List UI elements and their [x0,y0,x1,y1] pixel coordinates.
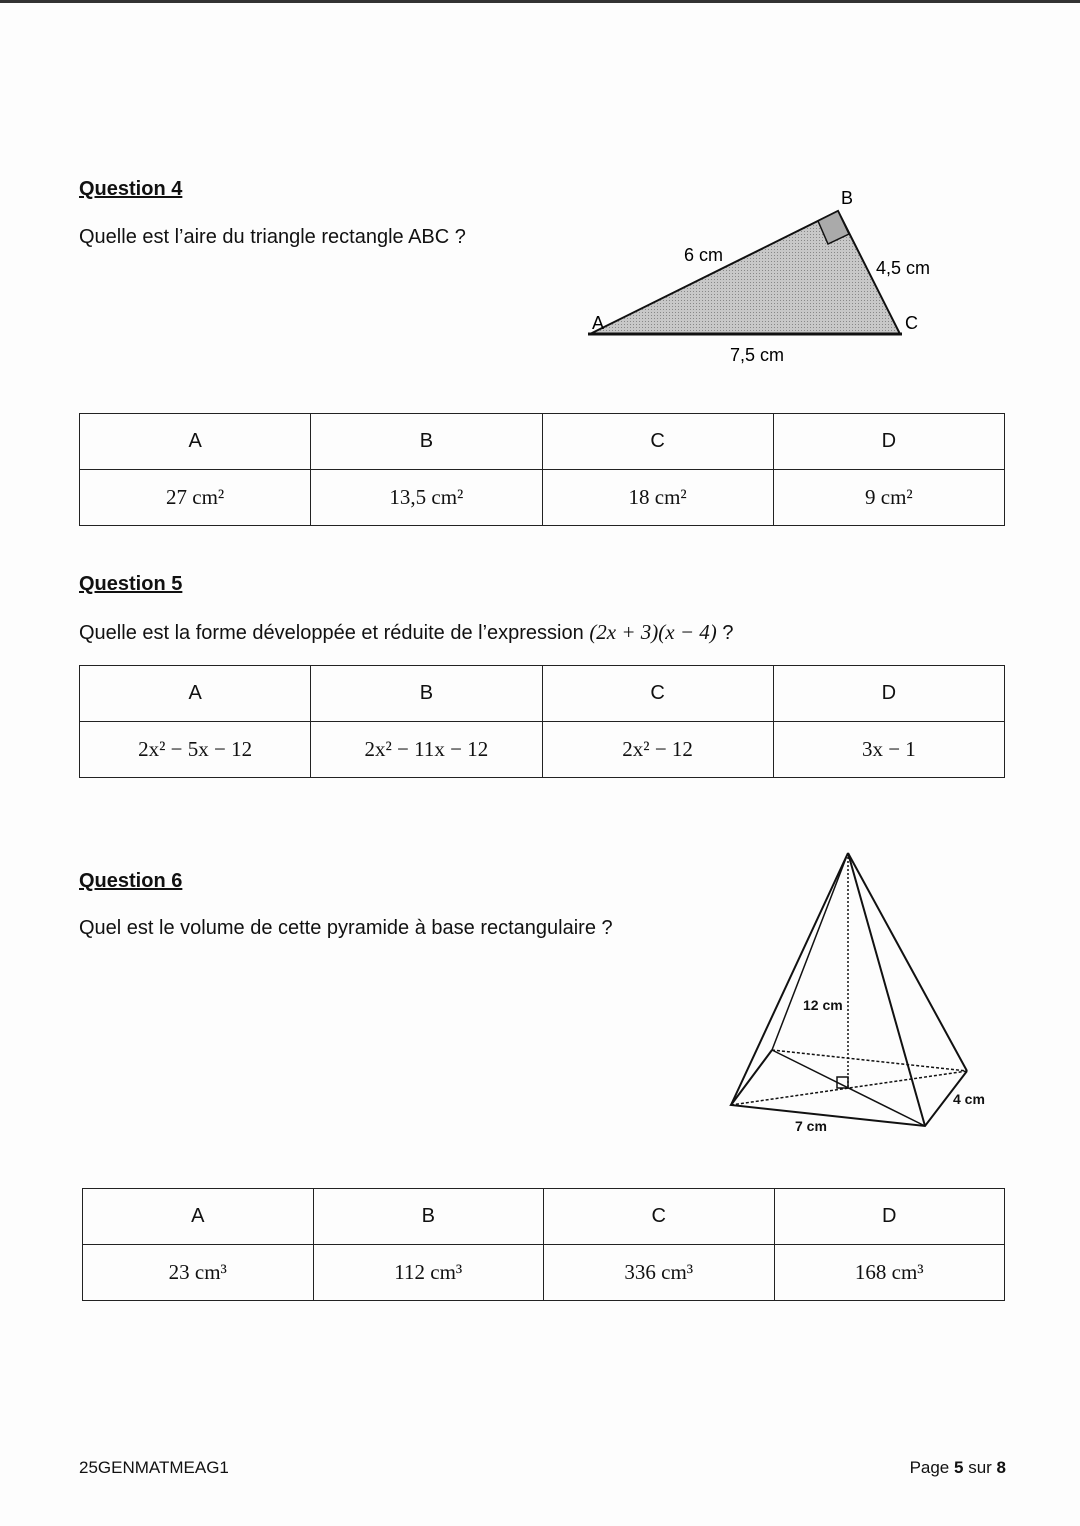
question-4-text: Quelle est l’aire du triangle rectangle ABC ? [79,226,466,248]
label-height: 12 cm [803,997,843,1013]
choice-answer: 336 cm³ [544,1245,775,1301]
question-5-answers [79,665,1005,778]
choice-answer: 27 cm² [80,470,311,526]
current-page: 5 [954,1458,964,1477]
label-AB: 6 cm [684,245,724,265]
choice-answer: 18 cm² [542,470,773,526]
choice-header: B [313,1189,544,1245]
choice-answer: 13,5 cm² [311,470,542,526]
exam-code: 25GENMATMEAG1 [79,1458,229,1477]
pyramid-figure [731,853,985,1134]
question-6-answers [82,1188,1005,1301]
choice-answer: 3x − 1 [773,722,1004,778]
question-6-title: Question 6 [79,870,183,892]
question-6-text: Quel est le volume de cette pyramide à base rectangulaire ? [79,917,613,939]
choice-answer: 168 cm³ [774,1245,1005,1301]
choice-header: B [311,666,542,722]
choice-answer: 2x² − 12 [542,722,773,778]
question-5-prompt: Quelle est la forme développée et réduite de l’expression [79,622,584,644]
choice-answer: 112 cm³ [313,1245,544,1301]
choice-header: D [773,666,1004,722]
choice-answer: 2x² − 5x − 12 [80,722,311,778]
choice-header: A [80,414,311,470]
choice-header: C [542,414,773,470]
choice-answer: 23 cm³ [83,1245,314,1301]
label-B: B [841,188,854,208]
label-AC: 7,5 cm [730,345,785,365]
question-5-expression: (2x + 3)(x − 4) [589,620,717,644]
choice-header: D [774,1189,1005,1245]
choice-answer: 2x² − 11x − 12 [311,722,542,778]
choice-header: A [80,666,311,722]
choice-answer: 9 cm² [773,470,1004,526]
label-BC: 4,5 cm [876,258,931,278]
triangle-figure [588,188,930,365]
label-length: 7 cm [795,1118,827,1134]
question-5-qmark: ? [722,622,734,644]
choice-header: C [544,1189,775,1245]
page-number [910,1458,1006,1478]
label-C: C [905,313,918,333]
choice-header: C [542,666,773,722]
choice-header: A [83,1189,314,1245]
label-A: A [592,313,605,333]
question-5-text [79,620,733,645]
question-5-title: Question 5 [79,573,183,595]
label-width: 4 cm [953,1091,985,1107]
question-4-title: Question 4 [79,178,183,200]
total-pages: 8 [996,1458,1006,1477]
question-4-answers [79,413,1005,526]
choice-header: B [311,414,542,470]
page-prefix: Page [909,1458,954,1477]
choice-header: D [773,414,1004,470]
page-mid: sur [963,1458,997,1477]
